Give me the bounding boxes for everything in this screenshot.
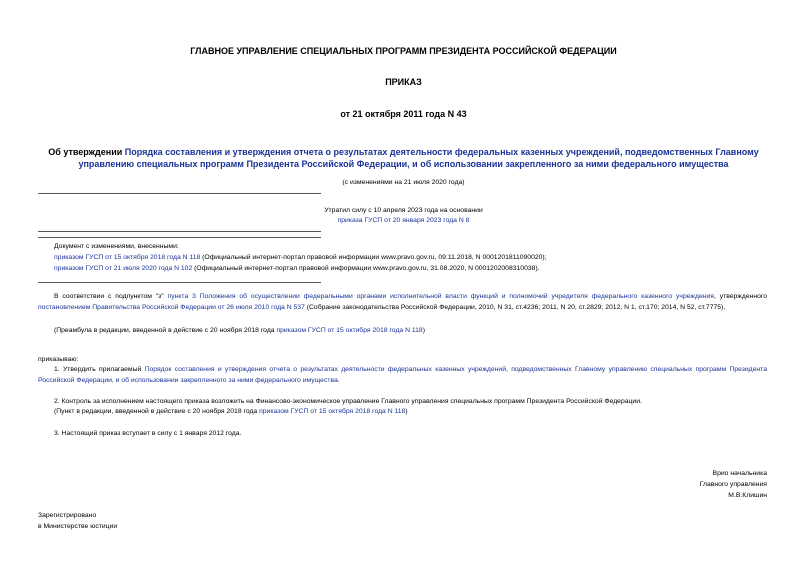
order-item-text: . — [337, 377, 340, 384]
doc-type: ПРИКАЗ — [385, 77, 422, 87]
divider — [38, 282, 321, 283]
preamble-text: , утвержденного — [713, 293, 767, 300]
order-item-link[interactable]: Порядок составления и утверждения отчета о результатах деятельности федеральных казенных учреждений, подведомственных Главному управлению специальных программ Президента Российской Федерации, и об использовании закрепленного за ними федерального имущества — [38, 366, 767, 384]
preamble-text: (Собрание законодательства Российской Федерации, 2010, N 31, ст.4236; 2011, N 20, ст.2829; 2012, N 1, ст.170; 2014, N 52, ст.7775), — [304, 304, 726, 311]
status-link[interactable]: приказа ГУСП от 20 января 2023 года N 8 — [337, 217, 470, 224]
signature-block — [700, 468, 767, 501]
registration-line: в Министерстве юстиции — [38, 523, 118, 530]
changes-item-text: (Официальный интернет-портал правовой информации www.pravo.gov.ru, 09.11.2018, N 0001201811090020); — [200, 254, 547, 261]
order-item-2-note — [54, 406, 408, 417]
preamble-note-link[interactable]: приказом ГУСП от 15 октября 2018 года N 118 — [276, 327, 423, 334]
preamble — [38, 291, 767, 313]
registration-line: Зарегистрировано — [38, 512, 97, 519]
order-item-3: 3. Настоящий приказ вступает в силу с 1 января 2012 года. — [54, 430, 242, 437]
amendment-note: (с изменениями на 21 июля 2020 года) — [342, 179, 465, 186]
title-prefix: Об утверждении — [48, 147, 125, 157]
status-line: Утратил силу с 10 апреля 2023 года на основании — [324, 207, 483, 214]
order-command: приказываю: — [38, 356, 79, 363]
title-link[interactable]: Порядка составления и утверждения отчета о результатах деятельности федеральных казенных учреждений, подведомственных Главному управлению специальных программ Президента Российской Федерации, и об использовании закрепленного за ними федерального имущества — [78, 147, 759, 169]
changes-item — [54, 263, 774, 274]
order-note-link[interactable]: приказом ГУСП от 15 октября 2018 года N 118 — [259, 408, 406, 415]
preamble-link[interactable]: пункта 3 Положения об осуществлении федеральными органами исполнительной власти функций и полномочий учредителя федерального казенного учреждения — [167, 293, 714, 300]
signature-line: Главного управления — [699, 481, 767, 488]
order-item-1 — [38, 364, 767, 386]
order-note-text: ) — [405, 408, 408, 415]
changes-item-link[interactable]: приказом ГУСП от 15 октября 2018 года N 118 — [54, 254, 201, 261]
preamble-text: В соответствии с подпунктом "з" — [54, 293, 168, 300]
preamble-note-text: ) — [422, 327, 425, 334]
divider — [38, 193, 321, 194]
registration-block — [38, 510, 117, 532]
order-note-text: (Пункт в редакции, введенной в действие с 20 ноября 2018 года — [54, 408, 260, 415]
doc-date: от 21 октября 2011 года N 43 — [340, 109, 467, 119]
divider — [38, 237, 321, 238]
divider — [38, 231, 321, 232]
order-item-2: 2. Контроль за исполнением настоящего приказа возложить на Финансово-экономическое управление Главного управления специальных программ Президента Российской Федерации. — [54, 398, 642, 405]
signature-line: Врио начальника — [712, 470, 767, 477]
changes-intro: Документ с изменениями, внесенными: — [54, 243, 179, 250]
preamble-link[interactable]: постановлением Правительства Российской Федерации от 26 июля 2010 года N 537 — [38, 304, 305, 311]
document-title — [40, 146, 767, 170]
changes-item-text: (Официальный интернет-портал правовой информации www.pravo.gov.ru, 31.08.2020, N 0001202008310038). — [192, 265, 540, 272]
preamble-note — [54, 325, 425, 336]
changes-item-link[interactable]: приказом ГУСП от 21 июля 2020 года N 102 — [54, 265, 193, 272]
org-name: ГЛАВНОЕ УПРАВЛЕНИЕ СПЕЦИАЛЬНЫХ ПРОГРАММ ПРЕЗИДЕНТА РОССИЙСКОЙ ФЕДЕРАЦИИ — [190, 46, 617, 56]
changes-item — [54, 252, 774, 263]
order-item-text: 1. Утвердить прилагаемый — [54, 366, 145, 373]
signature-name: М.В.Клишин — [728, 492, 767, 499]
preamble-note-text: (Преамбула в редакции, введенной в действие с 20 ноября 2018 года — [54, 327, 277, 334]
